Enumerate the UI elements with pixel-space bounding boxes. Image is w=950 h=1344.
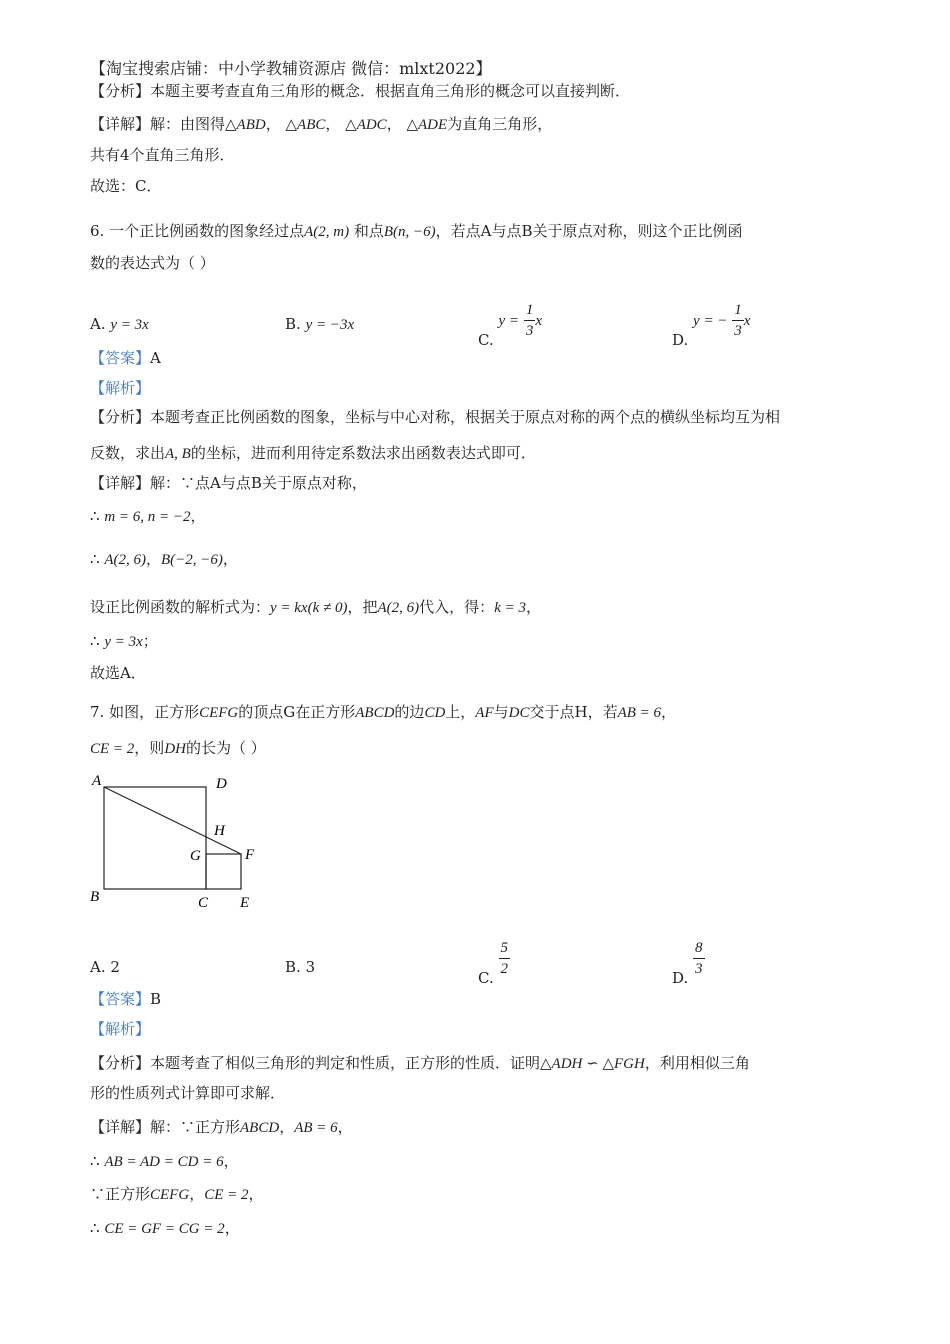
q5-detail: 【详解】解：由图得△ABD， △ABC， △ADC， △ADE为直角三角形， — [90, 115, 553, 133]
q5-choice: 故选：C． — [90, 177, 162, 195]
q7-option-d: D. $\frac{8}{3}$ — [672, 940, 703, 987]
q7-option-b: B. 3 — [285, 958, 316, 976]
q7-jiexi: 【解析】 — [90, 1020, 151, 1038]
q6-option-b: B. y = −3x — [285, 315, 355, 333]
q7-option-c: C. $\frac{5}{2}$ — [478, 940, 508, 987]
label-e: E — [240, 895, 250, 911]
q6-option-c: C. y = $\frac{1}{3}$ x — [478, 302, 542, 349]
q7-option-a: A. 2 — [90, 958, 120, 976]
q7-stem-line1: 7. 如图，正方形CEFG的顶点G在正方形ABCD的边CD上，AF与DC交于点H，若AB = 6， — [90, 703, 677, 721]
q6-choice: 故选A． — [90, 664, 146, 682]
square-abcd — [104, 787, 206, 889]
q6-analysis-line2: 反数，求出A, B的坐标，进而利用待定系数法求出函数表达式即可． — [90, 444, 536, 462]
q6-detail-1: 【详解】解：∵点A与点B关于原点对称， — [90, 474, 367, 492]
q7-analysis-line2: 形的性质列式计算即可求解． — [90, 1084, 286, 1102]
q5-analysis: 【分析】本题主要考查直角三角形的概念．根据直角三角形的概念可以直接判断． — [90, 82, 631, 100]
q6-stem-line2: 数的表达式为（ ） — [90, 254, 215, 272]
q7-detail-3: ∵正方形CEFG，CE = 2， — [90, 1185, 264, 1203]
q6-option-d: D. y = − $\frac{1}{3}$ x — [672, 302, 751, 349]
q7-detail-4: ∴ CE = GF = CG = 2， — [90, 1219, 240, 1237]
q7-detail-1: 【详解】解：∵正方形ABCD，AB = 6， — [90, 1118, 353, 1136]
q6-stem-line1: 6. 一个正比例函数的图象经过点A(2, m) 和点B(n, −6)，若点A与点B关于原点对称，则这个正比例函 — [90, 222, 743, 240]
label-a: A — [92, 773, 102, 789]
label-f: F — [245, 847, 255, 863]
label-c: C — [198, 895, 209, 911]
q5-count: 共有4个直角三角形． — [90, 146, 235, 164]
q6-detail-4: 设正比例函数的解析式为：y = kx(k ≠ 0)，把A(2, 6)代入，得：k = 3， — [90, 598, 541, 616]
q6-analysis-line1: 【分析】本题考查正比例函数的图象，坐标与中心对称，根据关于原点对称的两个点的横纵坐标均互为相 — [90, 408, 781, 426]
label-h: H — [214, 823, 225, 839]
q7-answer: 【答案】B — [90, 990, 162, 1008]
header-banner: 【淘宝搜索店铺：中小学教辅资源店 微信：mlxt2022】 — [90, 59, 492, 78]
q7-detail-2: ∴ AB = AD = CD = 6， — [90, 1152, 239, 1170]
q7-figure — [80, 765, 280, 915]
q6-detail-5: ∴ y = 3x； — [90, 632, 158, 650]
q6-option-a: A. y = 3x — [90, 315, 149, 333]
label-g: G — [190, 848, 201, 864]
q7-analysis-line1: 【分析】本题考查了相似三角形的判定和性质，正方形的性质．证明△ADH ∽ △FGH，利用相似三角 — [90, 1054, 750, 1072]
q6-detail-3: ∴ A(2, 6)，B(−2, −6)， — [90, 550, 238, 568]
segment-af — [104, 787, 241, 854]
label-d: D — [216, 776, 227, 792]
q6-jiexi: 【解析】 — [90, 379, 151, 397]
square-cefg — [206, 854, 241, 889]
q6-answer: 【答案】A — [90, 349, 161, 367]
q6-detail-2: ∴ m = 6, n = −2， — [90, 507, 206, 525]
label-b: B — [90, 889, 100, 905]
q7-stem-line2: CE = 2，则DH的长为（ ） — [90, 739, 266, 757]
